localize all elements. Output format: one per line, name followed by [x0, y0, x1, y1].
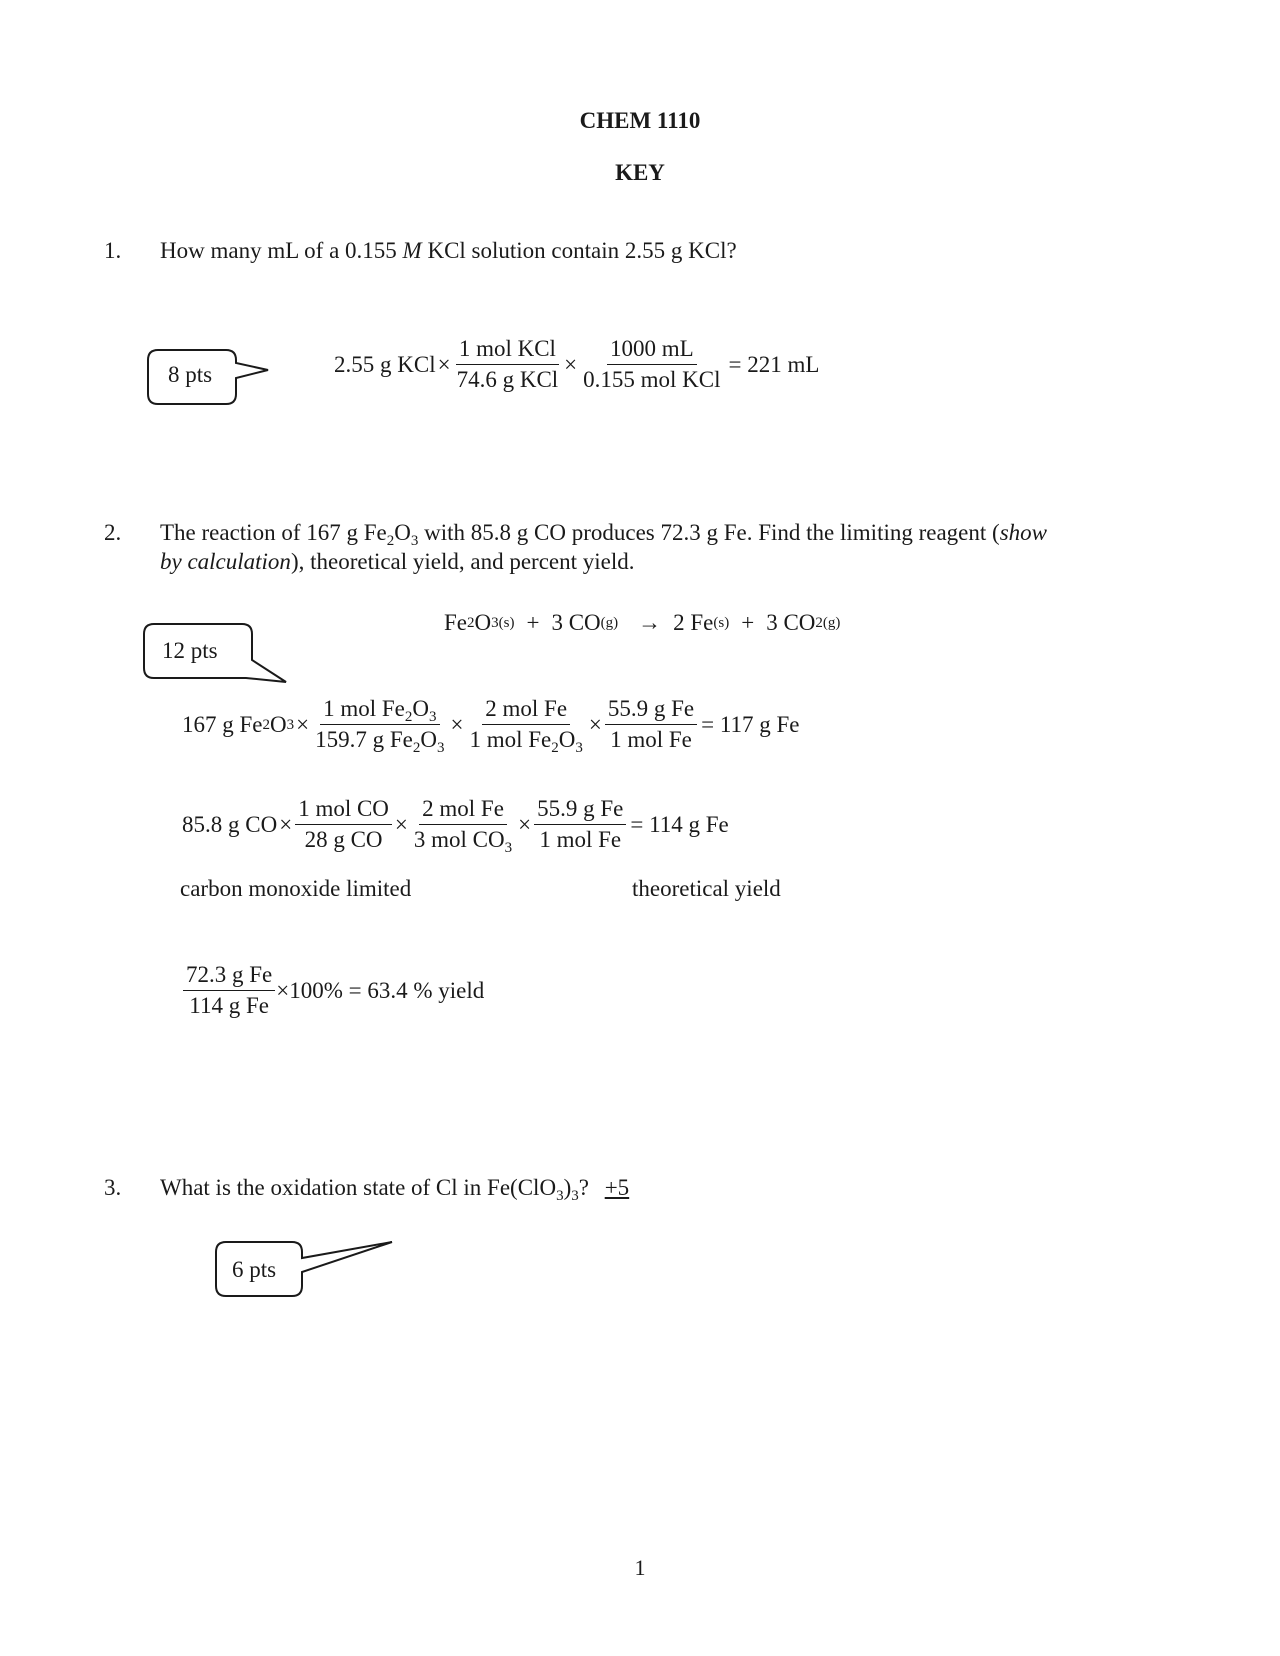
theoretical-yield-note: theoretical yield [632, 876, 781, 901]
calculation-q2-fe2o3: 167 g Fe 2 O 3 × $\frac{1 mol Fe_2O_3}{159.7 g Fe_2O_3}$ × $\frac{\text{2 mol Fe}}{1 mol Fe_2O_3}$ × $\frac{\text{55.9 g Fe}}{\text{1 mol Fe}}$ = 117 g Fe [182, 696, 800, 757]
fraction-ml: $\frac{1000 mL}{\text{0.155 mol KCl}}$ [583, 336, 721, 393]
page-number: 1 [634, 1555, 646, 1580]
calculation-q1: 2.55 g KCl × $\frac{\text{1 mol KCl}}{\text{74.6 g KCl}}$ × $\frac{1000 mL}{\text{0.155 mol KCl}}$ = 221 mL [334, 336, 820, 393]
fraction-mol-kcl: $\frac{\text{1 mol KCl}}{\text{74.6 g KCl}}$ [456, 336, 559, 393]
question-2-number: 2. [104, 520, 122, 545]
question-2-text-line1: The reaction of 167 g $Fe_2O_3$ with 85.8 g CO produces 72.3 g Fe. Find the limiting reagent (show [160, 520, 1047, 549]
points-label-q2: 12 pts [162, 638, 218, 663]
reaction-equation: Fe 2 O 3(s) + 3 CO (g) → 2 Fe (s) + 3 CO 2(g) [444, 610, 841, 635]
course-title: CHEM 1110 [579, 108, 701, 133]
percent-yield-calculation: $\frac{\text{72.3 g Fe}}{\text{114 g Fe}}$ ×100% = 63.4 % yield [182, 962, 484, 1020]
calculation-q2-co: 85.8 g CO × $\frac{\text{1 mol CO}}{\text{28 g CO}}$ × $\frac{\text{2 mol Fe}}{3 mol CO_3}$ × $\frac{\text{55.9 g Fe}}{\text{1 mol Fe}}$ = 114 g Fe [182, 796, 729, 857]
question-1-number: 1. [104, 238, 122, 263]
points-label-q3: 6 pts [232, 1257, 277, 1282]
question-3-text: What is the oxidation state of Cl in $Fe(ClO_3)_3$? +5 [160, 1175, 630, 1204]
question-3-number: 3. [104, 1175, 122, 1200]
reaction-arrow: → [638, 610, 662, 635]
points-label-q1: 8 pts [168, 362, 213, 387]
key-subtitle: KEY [615, 160, 665, 185]
question-2-text-line2: by calculation), theoretical yield, and percent yield. [160, 549, 635, 574]
question-1-text: How many mL of a 0.155 M KCl solution contain 2.55 g KCl? [160, 238, 737, 263]
limiting-reagent-note: carbon monoxide limited [180, 876, 412, 901]
oxidation-state-answer: +5 [604, 1175, 630, 1200]
